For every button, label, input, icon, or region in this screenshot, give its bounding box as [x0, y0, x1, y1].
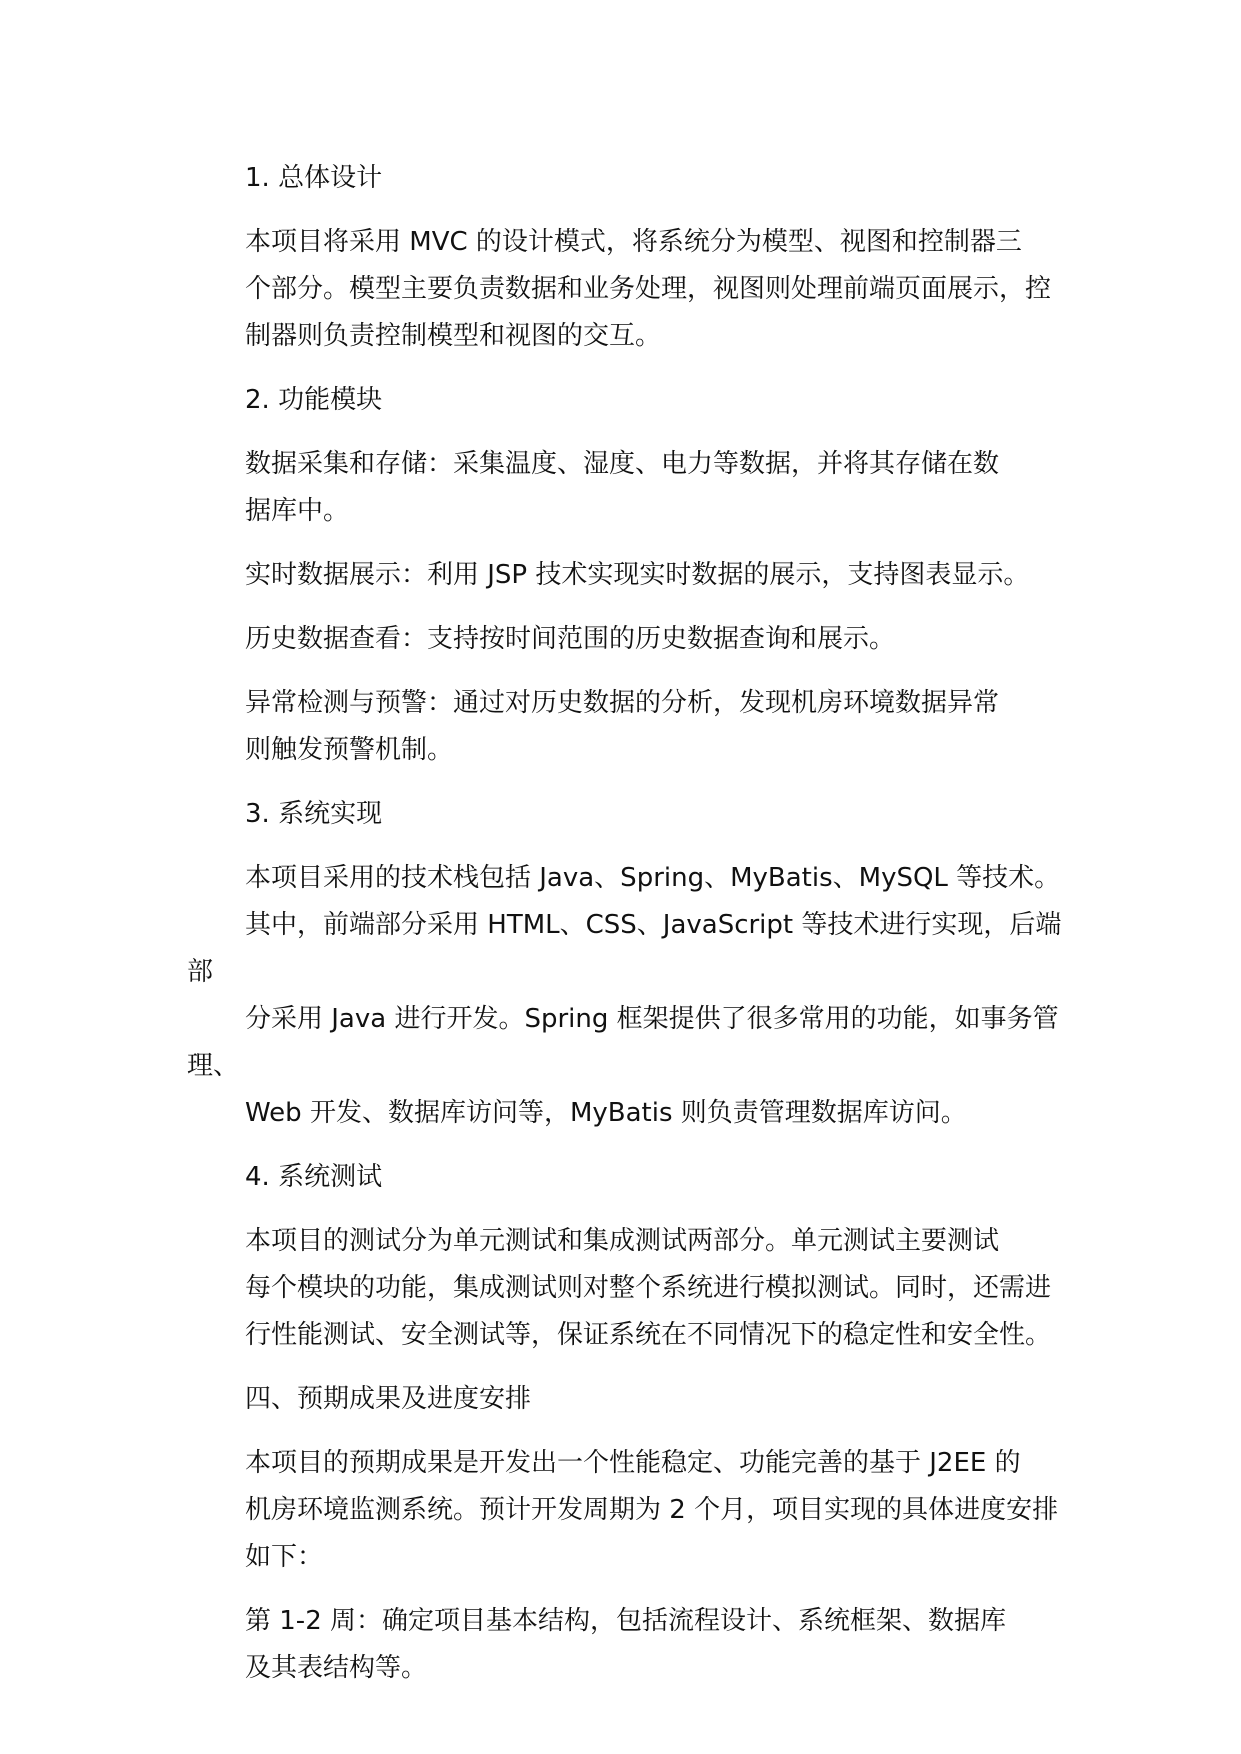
text-line: 四、预期成果及进度安排 — [245, 1384, 532, 1414]
text-line: 则触发预警机制。 — [245, 735, 454, 765]
section-heading-system-implementation — [187, 791, 1067, 838]
text-line: 本项目采用的技术栈包括 Java、Spring、MyBatis、MySQL 等技术。 — [245, 863, 1061, 893]
text-line: 分采用 Java 进行开发。Spring 框架提供了很多常用的功能，如事务管理、 — [187, 1004, 1059, 1081]
document-body — [187, 155, 1067, 1692]
paragraph-schedule-week-1-2 — [187, 1598, 1067, 1692]
section-heading-function-modules — [187, 377, 1067, 424]
text-line: 异常检测与预警：通过对历史数据的分析，发现机房环境数据异常 — [245, 688, 1000, 718]
text-line: 据库中。 — [245, 496, 350, 526]
text-line: 每个模块的功能，集成测试则对整个系统进行模拟测试。同时，还需进 — [245, 1273, 1052, 1303]
section-heading-overall-design — [187, 155, 1067, 202]
text-line: 本项目的预期成果是开发出一个性能稳定、功能完善的基于 J2EE 的 — [245, 1448, 1021, 1478]
paragraph-expected-results — [187, 1440, 1067, 1581]
section-heading-expected-results — [187, 1376, 1067, 1423]
paragraph-anomaly-alert — [187, 680, 1067, 774]
text-line: Web 开发、数据库访问等，MyBatis 则负责管理数据库访问。 — [245, 1098, 967, 1128]
paragraph-realtime-display — [187, 552, 1067, 599]
section-heading-system-testing — [187, 1154, 1067, 1201]
paragraph-tech-stack — [187, 855, 1067, 1137]
text-line: 机房环境监测系统。预计开发周期为 2 个月，项目实现的具体进度安排 — [245, 1495, 1059, 1525]
text-line: 数据采集和存储：采集温度、湿度、电力等数据，并将其存储在数 — [245, 449, 1000, 479]
text-line: 本项目的测试分为单元测试和集成测试两部分。单元测试主要测试 — [245, 1226, 1000, 1256]
text-line: 2. 功能模块 — [245, 385, 383, 415]
text-line: 实时数据展示：利用 JSP 技术实现实时数据的展示，支持图表显示。 — [245, 560, 1030, 590]
text-line: 1. 总体设计 — [245, 163, 383, 193]
text-line: 第 1-2 周：确定项目基本结构，包括流程设计、系统框架、数据库 — [245, 1606, 1006, 1636]
text-line: 其中，前端部分采用 HTML、CSS、JavaScript 等技术进行实现，后端部 — [187, 910, 1062, 987]
text-line: 个部分。模型主要负责数据和业务处理，视图则处理前端页面展示，控 — [245, 274, 1052, 304]
text-line: 及其表结构等。 — [245, 1653, 428, 1683]
text-line: 行性能测试、安全测试等，保证系统在不同情况下的稳定性和安全性。 — [245, 1320, 1052, 1350]
text-line: 如下： — [245, 1542, 324, 1572]
paragraph-history-view — [187, 616, 1067, 663]
text-line: 制器则负责控制模型和视图的交互。 — [245, 321, 662, 351]
text-line: 历史数据查看：支持按时间范围的历史数据查询和展示。 — [245, 624, 896, 654]
text-line: 本项目将采用 MVC 的设计模式，将系统分为模型、视图和控制器三 — [245, 227, 1022, 257]
paragraph-data-collection — [187, 441, 1067, 535]
text-line: 4. 系统测试 — [245, 1162, 383, 1192]
paragraph-mvc-design — [187, 219, 1067, 360]
text-line: 3. 系统实现 — [245, 799, 383, 829]
paragraph-testing — [187, 1218, 1067, 1359]
